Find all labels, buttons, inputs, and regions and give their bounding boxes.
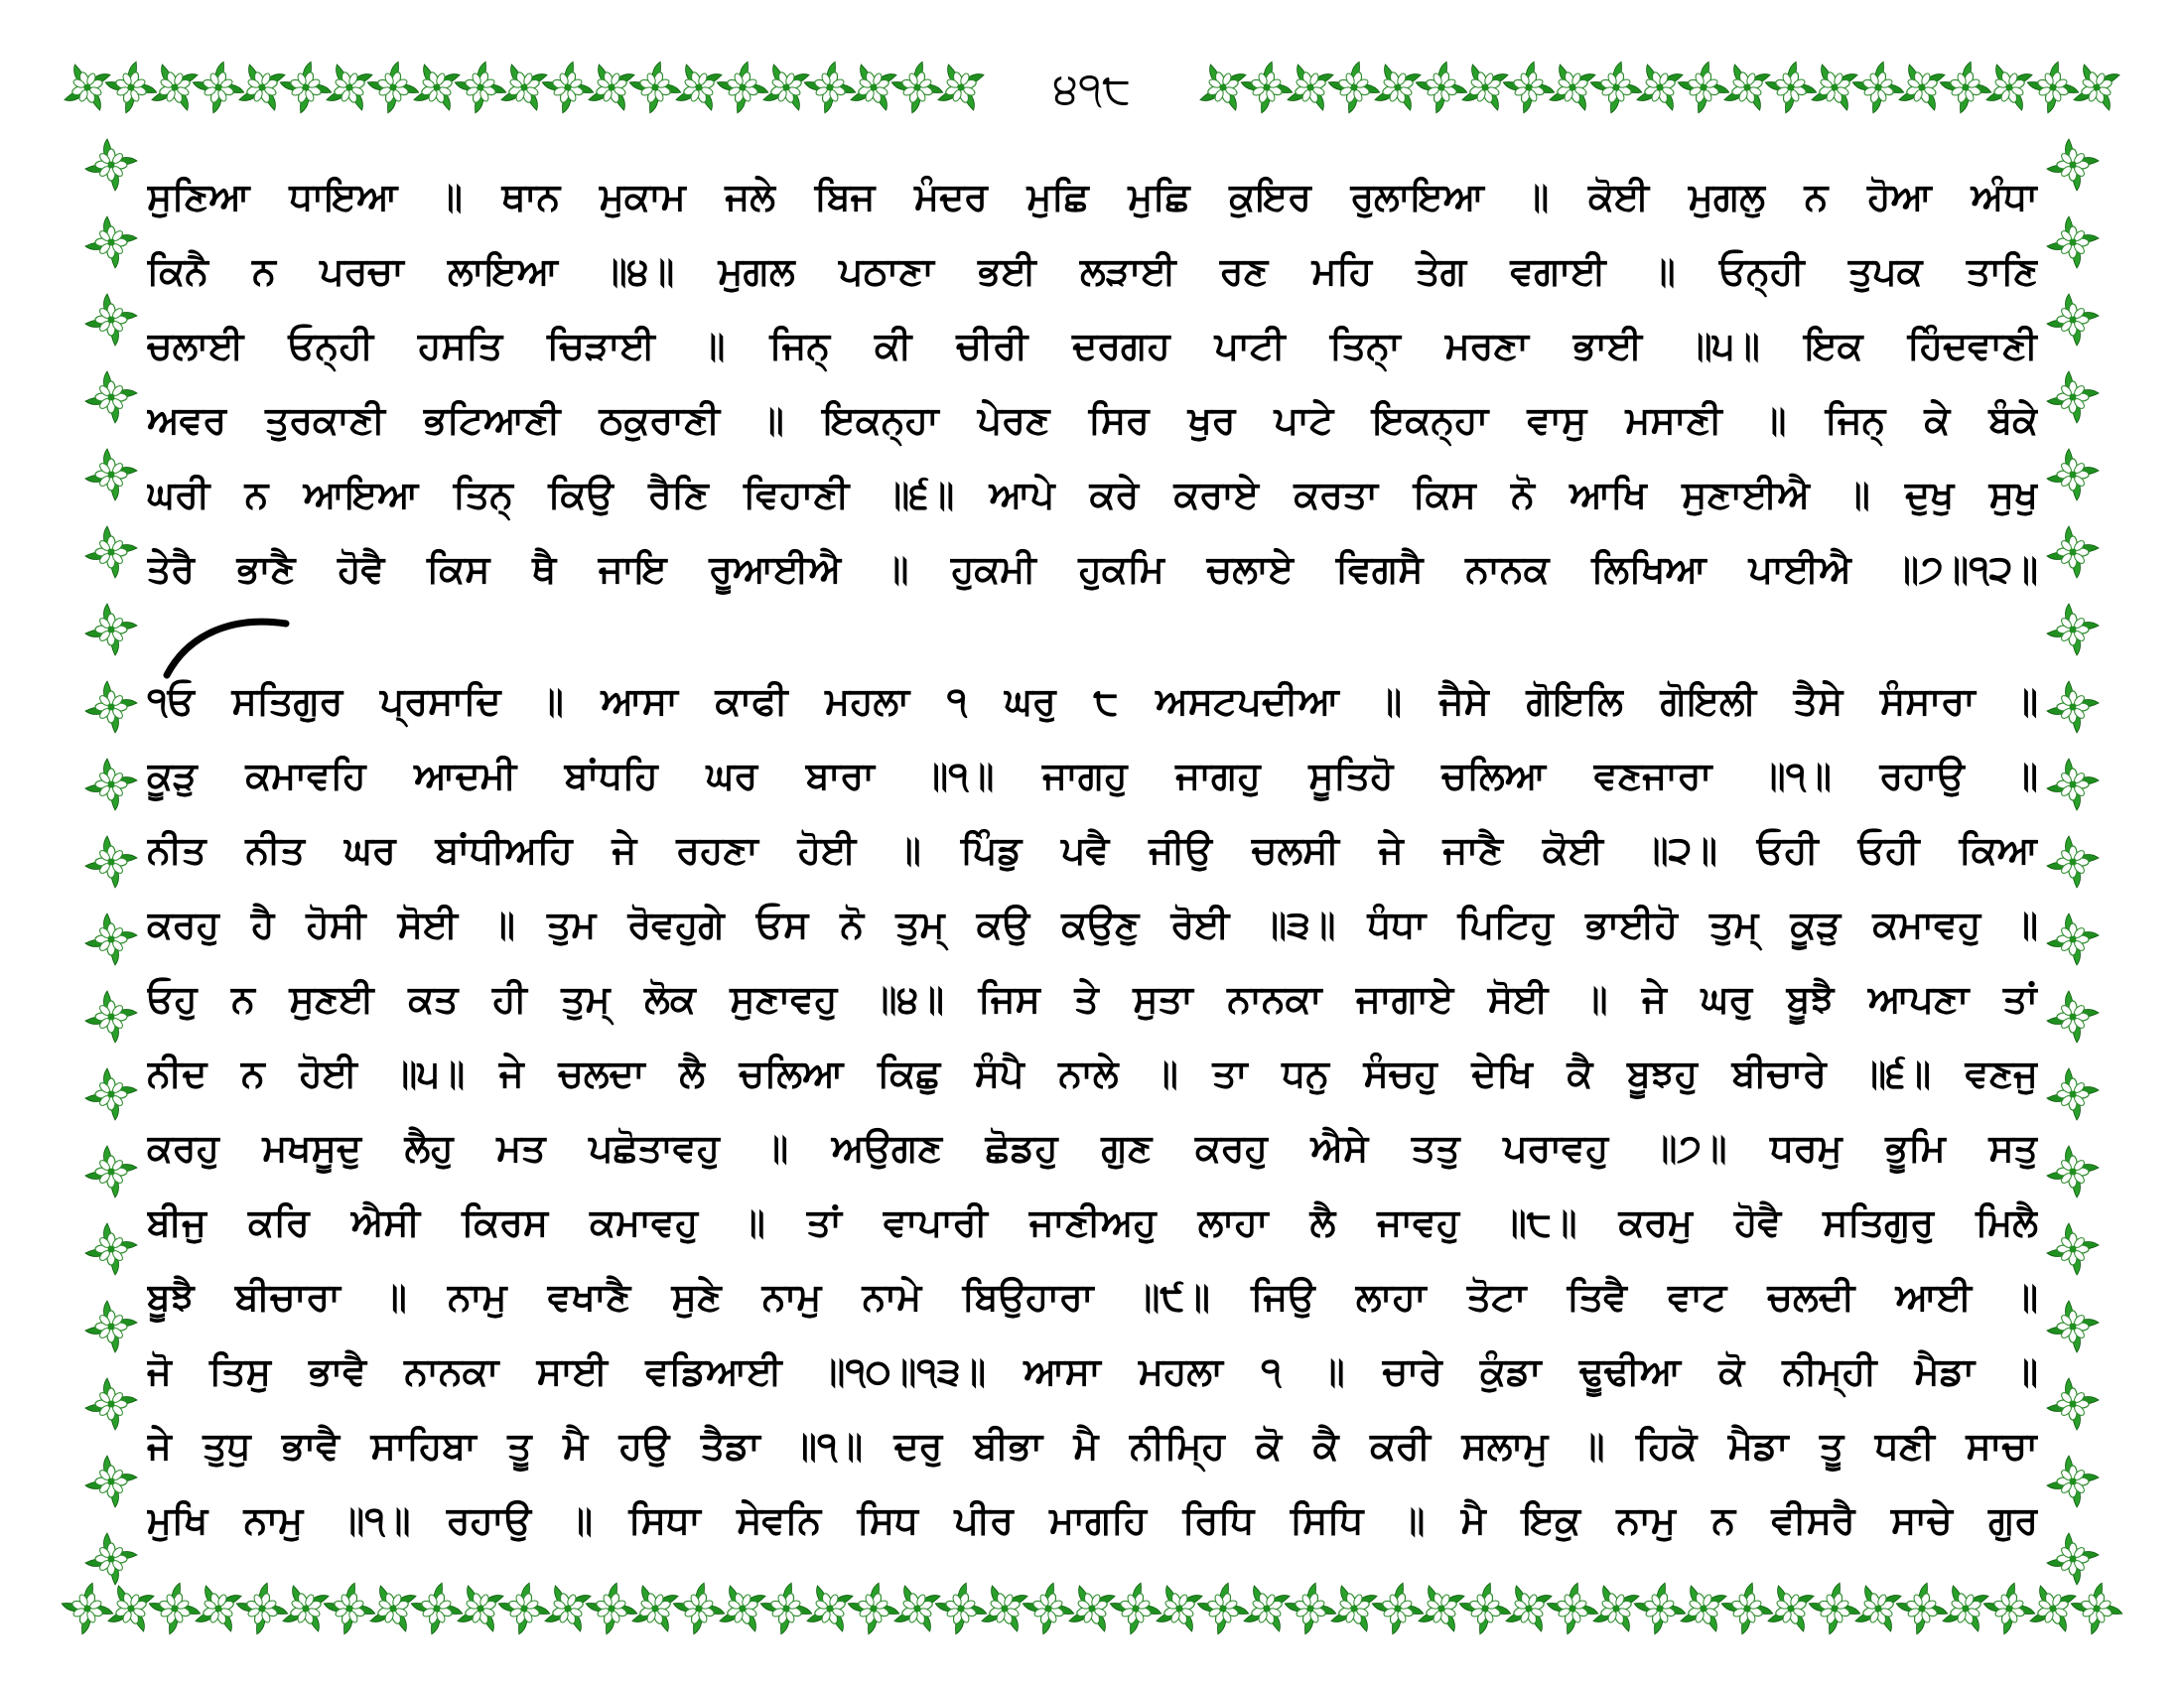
flower-vine-icon bbox=[1671, 55, 1737, 121]
flower-vine-icon bbox=[491, 1576, 558, 1642]
flower-vine-icon bbox=[85, 1456, 137, 1507]
flower-vine-icon bbox=[1758, 55, 1825, 121]
text-line: ਕਿਨੈ ਨ ਪਰਚਾ ਲਾਇਆ ॥੪॥ ਮੁਗਲ ਪਠਾਣਾ ਭਈ ਲੜਾਈ ਰਣ ਮਹਿ ਤੇਗ ਵਗਾਈ ॥ ਓਨ੍ਹੀ ਤੁਪਕ ਤਾਣਿ bbox=[147, 249, 2038, 293]
flower-vine-icon bbox=[98, 55, 165, 121]
flower-vine-icon bbox=[85, 759, 137, 810]
flower-vine-icon bbox=[2047, 1223, 2099, 1275]
text-line: ੧ਓ ਸਤਿਗੁਰ ਪ੍ਰਸਾਦਿ ॥ ਆਸਾ ਕਾਫੀ ਮਹਲਾ ੧ ਘਰੁ ੮ ਅਸਟਪਦੀਆ ॥ ਜੈਸੇ ਗੋਇਲਿ ਗੋਇਲੀ ਤੈਸੇ ਸੰਸਾਰਾ ॥ bbox=[147, 679, 2038, 723]
flower-vine-icon bbox=[1496, 55, 1563, 121]
flower-vine-icon bbox=[2047, 1456, 2099, 1507]
flower-vine-icon bbox=[885, 55, 951, 121]
flower-vine-icon bbox=[1933, 55, 1999, 121]
text-line: ਓਹੁ ਨ ਸੁਣਈ ਕਤ ਹੀ ਤੁਮ੍ ਲੋਕ ਸੁਣਾਵਹੁ ॥੪॥ ਜਿਸ ਤੇ ਸੁਤਾ ਨਾਨਕਾ ਜਾਗਾਏ ਸੋਈ ॥ ਜੇ ਘਰੁ ਬੂਝੈ ਆਪਣਾ ਤਾਂ bbox=[147, 977, 2038, 1021]
text-line: ਕਰਹੁ ਮਖਸੂਦੁ ਲੈਹੁ ਮਤ ਪਛੋਤਾਵਹੁ ॥ ਅਉਗਣ ਛੋਡਹੁ ਗੁਣ ਕਰਹੁ ਐਸੇ ਤਤੁ ਪਰਾਵਹੁ ॥੭॥ ਧਰਮੁ ਭੂਮਿ ਸਤੁ bbox=[147, 1126, 2038, 1170]
flower-vine-icon bbox=[229, 1576, 296, 1642]
text-line: ਬੀਜੁ ਕਰਿ ਐਸੀ ਕਿਰਸ ਕਮਾਵਹੁ ॥ ਤਾਂ ਵਾਪਾਰੀ ਜਾਣੀਅਹੁ ਲਾਹਾ ਲੈ ਜਾਵਹੁ ॥੮॥ ਕਰਮੁ ਹੋਵੈ ਸਤਿਗੁਰੁ ਮਿਲੈ bbox=[147, 1200, 2038, 1244]
scripture-text bbox=[147, 167, 2038, 1542]
flower-vine-icon bbox=[2047, 1146, 2099, 1197]
flower-vine-icon bbox=[2047, 759, 2099, 810]
flower-vine-icon bbox=[2047, 681, 2099, 733]
flower-vine-icon bbox=[2047, 836, 2099, 888]
flower-vine-icon bbox=[1278, 1576, 1344, 1642]
text-line: ਕੂੜੁ ਕਮਾਵਹਿ ਆਦਮੀ ਬਾਂਧਹਿ ਘਰ ਬਾਰਾ ॥੧॥ ਜਾਗਹੁ ਜਾਗਹੁ ਸੂਤਿਹੋ ਚਲਿਆ ਵਣਜਾਰਾ ॥੧॥ ਰਹਾਉ ॥ bbox=[147, 754, 2038, 797]
flower-vine-icon bbox=[2047, 1301, 2099, 1352]
flower-vine-icon bbox=[85, 991, 137, 1043]
flower-vine-icon bbox=[2047, 1533, 2099, 1585]
flower-vine-icon bbox=[710, 55, 776, 121]
text-line: ਘਰੀ ਨ ਆਇਆ ਤਿਨ੍ ਕਿਉ ਰੈਣਿ ਵਿਹਾਣੀ ॥੬॥ ਆਪੇ ਕਰੇ ਕਰਾਏ ਕਰਤਾ ਕਿਸ ਨੋ ਆਖਿ ਸੁਣਾਈਐ ॥ ਦੁਖੁ ਸੁਖੁ bbox=[147, 473, 2038, 516]
flower-vine-icon bbox=[1889, 1576, 1956, 1642]
flower-vine-icon bbox=[2047, 604, 2099, 655]
flower-vine-icon bbox=[85, 914, 137, 965]
text-line: ਕਰਹੁ ਹੈ ਹੋਸੀ ਸੋਈ ॥ ਤੁਮ ਰੋਵਹੁਗੇ ਓਸ ਨੋ ਤੁਮ੍ ਕਉ ਕਉਣੁ ਰੋਈ ॥੩॥ ਧੰਧਾ ਪਿਟਿਹੁ ਭਾਈਹੋ ਤੁਮ੍ ਕੂੜੁ ਕਮਾਵਹੁ ॥ bbox=[147, 903, 2038, 946]
flower-vine-icon bbox=[2047, 294, 2099, 346]
flower-vine-icon bbox=[85, 139, 137, 191]
flower-vine-icon bbox=[85, 449, 137, 500]
flower-vine-icon bbox=[535, 55, 602, 121]
page-number: ੪੧੮ bbox=[1023, 58, 1161, 121]
flower-vine-icon bbox=[2064, 1576, 2130, 1642]
text-line: ਜੇ ਤੁਧੁ ਭਾਵੈ ਸਾਹਿਬਾ ਤੂ ਮੈ ਹਉ ਤੈਡਾ ॥੧॥ ਦਰੁ ਬੀਭਾ ਮੈ ਨੀਮ੍ਹਿ ਕੋ ਕੈ ਕਰੀ ਸਲਾਮੁ ॥ ਹਿਕੋ ਮੈਡਾ ਤੂ ਧਣੀ ਸਾਚਾ bbox=[147, 1424, 2038, 1468]
flower-vine-icon bbox=[1802, 1576, 1868, 1642]
text-line: ਤੇਰੈ ਭਾਣੈ ਹੋਵੈ ਕਿਸ ਥੈ ਜਾਇ ਰੂਆਈਐ ॥ ਹੁਕਮੀ ਹੁਕਮਿ ਚਲਾਏ ਵਿਗਸੈ ਨਾਨਕ ਲਿਖਿਆ ਪਾਈਐ ॥੭॥੧੨॥ bbox=[147, 547, 2038, 591]
flower-vine-icon bbox=[2047, 216, 2099, 268]
flower-vine-icon bbox=[142, 1576, 208, 1642]
text-line: ਨੀਤ ਨੀਤ ਘਰ ਬਾਂਧੀਅਹਿ ਜੇ ਰਹਣਾ ਹੋਈ ॥ ਪਿੰਡੁ ਪਵੈ ਜੀਉ ਚਲਸੀ ਜੇ ਜਾਣੈ ਕੋਈ ॥੨॥ ਓਹੀ ਓਹੀ ਕਿਆ bbox=[147, 828, 2038, 872]
flower-vine-icon bbox=[2047, 1068, 2099, 1120]
flower-vine-icon bbox=[1540, 1576, 1606, 1642]
flower-vine-icon bbox=[186, 55, 252, 121]
flower-vine-icon bbox=[666, 1576, 733, 1642]
flower-vine-icon bbox=[579, 1576, 645, 1642]
flower-vine-icon bbox=[85, 1301, 137, 1352]
flower-vine-icon bbox=[1234, 55, 1300, 121]
flower-vine-icon bbox=[1409, 55, 1475, 121]
flower-vine-icon bbox=[317, 1576, 383, 1642]
flower-vine-icon bbox=[85, 216, 137, 268]
flower-vine-icon bbox=[1452, 1576, 1519, 1642]
flower-vine-icon bbox=[85, 1146, 137, 1197]
flower-vine-icon bbox=[404, 1576, 471, 1642]
flower-vine-icon bbox=[753, 1576, 820, 1642]
flower-vine-icon bbox=[622, 55, 689, 121]
flower-vine-icon bbox=[841, 1576, 907, 1642]
flower-vine-icon bbox=[2047, 139, 2099, 191]
flower-vine-icon bbox=[2047, 526, 2099, 578]
flower-vine-icon bbox=[85, 526, 137, 578]
flower-vine-icon bbox=[85, 1533, 137, 1585]
flower-vine-icon bbox=[1190, 1576, 1257, 1642]
flower-vine-icon bbox=[1321, 55, 1388, 121]
flower-vine-icon bbox=[85, 294, 137, 346]
flower-vine-icon bbox=[2020, 55, 2087, 121]
flower-vine-icon bbox=[85, 836, 137, 888]
text-line: ਅਵਰ ਤੁਰਕਾਣੀ ਭਟਿਆਣੀ ਠਕੁਰਾਣੀ ॥ ਇਕਨ੍ਹਾ ਪੇਰਣ ਸਿਰ ਖੁਰ ਪਾਟੇ ਇਕਨ੍ਹਾ ਵਾਸੁ ਮਸਾਣੀ ॥ ਜਿਨ੍ ਕੇ ਬੰਕੇ bbox=[147, 398, 2038, 442]
flower-vine-icon bbox=[1714, 1576, 1781, 1642]
text-line: ਬੂਝੈ ਬੀਚਾਰਾ ॥ ਨਾਮੁ ਵਖਾਣੈ ਸੁਣੇ ਨਾਮੁ ਨਾਮੇ ਬਿਉਹਾਰਾ ॥੯॥ ਜਿਉ ਲਾਹਾ ਤੋਟਾ ਤਿਵੈ ਵਾਟ ਚਲਦੀ ਆਈ ॥ bbox=[147, 1275, 2038, 1319]
flower-vine-icon bbox=[2047, 449, 2099, 500]
flower-vine-icon bbox=[1365, 1576, 1432, 1642]
flower-vine-icon bbox=[360, 55, 427, 121]
text-line: ਨੀਦ ਨ ਹੋਈ ॥੫॥ ਜੇ ਚਲਦਾ ਲੈ ਚਲਿਆ ਕਿਛੁ ਸੰਪੈ ਨਾਲੇ ॥ ਤਾ ਧਨੁ ਸੰਚਹੁ ਦੇਖਿ ਕੈ ਬੂਝਹੁ ਬੀਚਾਰੇ ॥੬॥ ਵਣਜੁ bbox=[147, 1052, 2038, 1095]
flower-vine-icon bbox=[85, 1223, 137, 1275]
flower-vine-icon bbox=[928, 1576, 995, 1642]
flower-vine-icon bbox=[2047, 991, 2099, 1043]
text-line: ਜੋ ਤਿਸੁ ਭਾਵੈ ਨਾਨਕਾ ਸਾਈ ਵਡਿਆਈ ॥੧੦॥੧੩॥ ਆਸਾ ਮਹਲਾ ੧ ॥ ਚਾਰੇ ਕੁੰਡਾ ਢੂਢੀਆ ਕੋ ਨੀਮ੍ਹੀ ਮੈਡਾ ॥ bbox=[147, 1349, 2038, 1393]
flower-vine-icon bbox=[797, 55, 864, 121]
flower-vine-icon bbox=[85, 371, 137, 423]
flower-vine-icon bbox=[2047, 914, 2099, 965]
flower-vine-icon bbox=[85, 604, 137, 655]
flower-vine-icon bbox=[85, 1068, 137, 1120]
flower-vine-icon bbox=[85, 1378, 137, 1430]
flower-vine-icon bbox=[85, 681, 137, 733]
flower-vine-icon bbox=[2047, 371, 2099, 423]
flower-vine-icon bbox=[273, 55, 340, 121]
flower-vine-icon bbox=[1627, 1576, 1694, 1642]
flower-vine-icon bbox=[1583, 55, 1650, 121]
flower-vine-icon bbox=[1103, 1576, 1169, 1642]
text-line: ਚਲਾਈ ਓਨ੍ਹੀ ਹਸਤਿ ਚਿੜਾਈ ॥ ਜਿਨ੍ ਕੀ ਚੀਰੀ ਦਰਗਹ ਪਾਟੀ ਤਿਨਾ੍ ਮਰਣਾ ਭਾਈ ॥੫॥ ਇਕ ਹਿੰਦਵਾਣੀ bbox=[147, 324, 2038, 367]
flower-vine-icon bbox=[2047, 1378, 2099, 1430]
flower-vine-icon bbox=[55, 1576, 121, 1642]
flower-vine-icon bbox=[1016, 1576, 1082, 1642]
text-line: ਸੁਣਿਆ ਧਾਇਆ ॥ ਥਾਨ ਮੁਕਾਮ ਜਲੇ ਬਿਜ ਮੰਦਰ ਮੁਛਿ ਮੁਛਿ ਕੁਇਰ ਰੁਲਾਇਆ ॥ ਕੋਈ ਮੁਗਲੁ ਨ ਹੋਆ ਅੰਧਾ bbox=[147, 175, 2038, 218]
text-line: ਮੁਖਿ ਨਾਮੁ ॥੧॥ ਰਹਾਉ ॥ ਸਿਧਾ ਸੇਵਨਿ ਸਿਧ ਪੀਰ ਮਾਗਹਿ ਰਿਧਿ ਸਿਧਿ ॥ ਮੈ ਇਕੁ ਨਾਮੁ ਨ ਵੀਸਰੈ ਸਾਚੇ ਗੁਰ bbox=[147, 1498, 2038, 1542]
flower-vine-icon bbox=[448, 55, 514, 121]
flower-vine-icon bbox=[1845, 55, 1912, 121]
flower-vine-icon bbox=[1977, 1576, 2043, 1642]
